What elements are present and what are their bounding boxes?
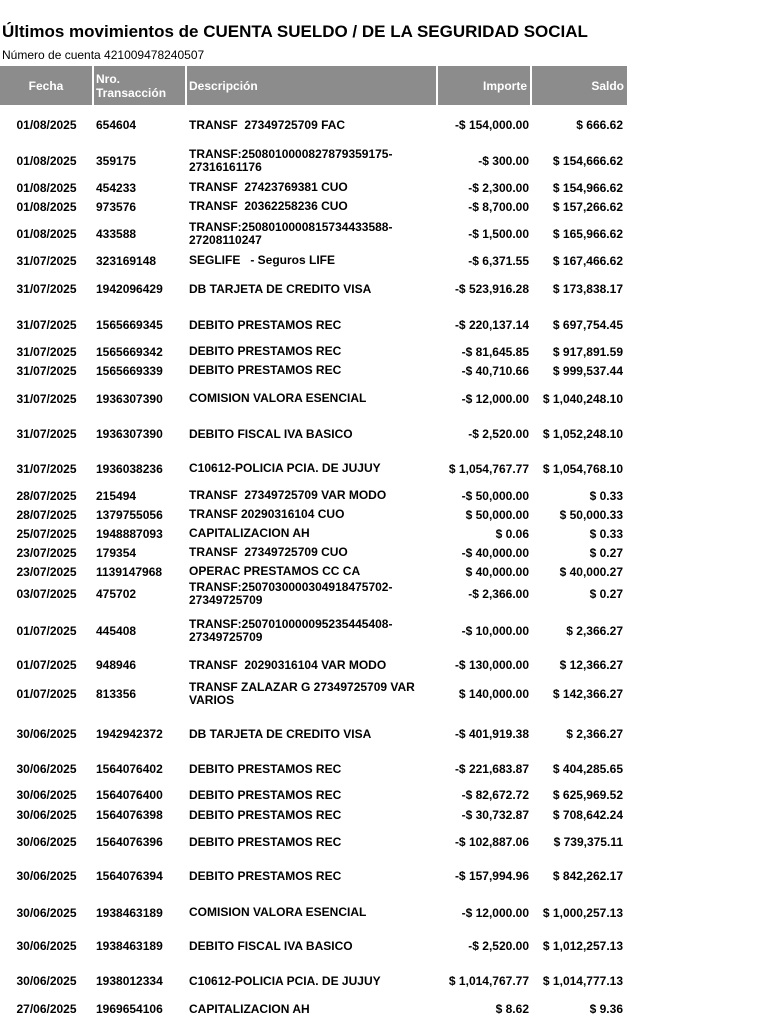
header-nro-label: Nro. (96, 71, 120, 86)
cell-descripcion (189, 931, 439, 961)
descripcion-line: DEBITO PRESTAMOS REC (189, 807, 342, 822)
cell-descripcion (189, 606, 439, 656)
cell-fecha: 27/06/2025 (16, 1002, 77, 1016)
cell-descripcion (189, 361, 439, 380)
table-row (0, 342, 640, 361)
table-row (0, 674, 640, 714)
cell-saldo: $ 625,969.52 (552, 788, 623, 802)
descripcion-line: TRANSF 27349725709 VAR MODO (189, 488, 387, 502)
table-row (0, 714, 640, 754)
cell-importe: -$ 1,500.00 (468, 226, 529, 241)
cell-saldo: $ 154,666.62 (552, 153, 623, 168)
cell-saldo: $ 1,054,768.10 (542, 461, 623, 476)
descripcion-line: TRANSF 20362258236 CUO (189, 199, 348, 213)
cell-descripcion (189, 417, 439, 451)
cell-fecha: 31/07/2025 (16, 318, 77, 332)
cell-importe: -$ 12,000.00 (461, 391, 529, 406)
cell-saldo: $ 1,014,777.13 (542, 974, 623, 988)
cell-nro-transaccion: 1564076400 (96, 788, 163, 802)
descripcion-line: DEBITO PRESTAMOS REC (189, 363, 342, 377)
table-row (0, 961, 640, 1001)
cell-saldo: $ 999,537.44 (552, 363, 623, 378)
cell-nro-transaccion: 1938012334 (96, 974, 163, 988)
cell-descripcion (189, 486, 439, 505)
cell-fecha: 23/07/2025 (16, 564, 77, 579)
cell-fecha: 30/06/2025 (16, 905, 77, 920)
table-row (0, 143, 640, 178)
cell-nro-transaccion: 1564076398 (96, 808, 163, 822)
descripcion-line: 27208110247 (189, 232, 262, 247)
table-row (0, 380, 640, 417)
cell-importe: -$ 401,919.38 (454, 727, 529, 741)
descripcion-line: TRANSF:2508010000827879359175- (189, 146, 393, 161)
table-row (0, 361, 640, 380)
cell-nro-transaccion: 813356 (96, 687, 137, 701)
header-descripcion (187, 66, 438, 105)
table-row (0, 931, 640, 961)
cell-descripcion (189, 961, 439, 1001)
cell-fecha: 01/07/2025 (16, 658, 77, 672)
cell-nro-transaccion: 1938463189 (96, 905, 163, 920)
cell-fecha: 30/06/2025 (16, 762, 77, 776)
table-row (0, 754, 640, 784)
cell-descripcion (189, 543, 439, 562)
cell-descripcion (189, 308, 439, 342)
cell-saldo: $ 1,000,257.13 (542, 905, 623, 920)
cell-saldo: $ 1,040,248.10 (542, 391, 623, 406)
cell-fecha: 30/06/2025 (16, 974, 77, 988)
descripcion-line: TRANSF:2507010000095235445408- (189, 617, 393, 631)
table-row (0, 270, 640, 308)
cell-nro-transaccion: 359175 (96, 153, 137, 168)
table-row (0, 178, 640, 197)
header-importe-label: Importe (482, 78, 527, 93)
cell-saldo: $ 2,366.27 (566, 727, 623, 741)
descripcion-line: C10612-POLICIA PCIA. DE JUJUY (189, 973, 381, 988)
cell-fecha: 30/06/2025 (16, 835, 77, 849)
cell-descripcion (189, 251, 439, 270)
table-row (0, 784, 640, 806)
cell-descripcion (189, 562, 439, 581)
cell-importe: -$ 157,994.96 (454, 869, 529, 883)
descripcion-line: DB TARJETA DE CREDITO VISA (189, 281, 372, 296)
cell-importe: -$ 2,366.00 (468, 586, 529, 601)
cell-descripcion (189, 178, 439, 197)
table-row (0, 656, 640, 674)
cell-saldo: $ 2,366.27 (566, 624, 623, 638)
cell-saldo: $ 0.33 (589, 488, 623, 503)
account-number: Número de cuenta 421009478240507 (2, 48, 205, 62)
table-row (0, 451, 640, 486)
table-row (0, 821, 640, 863)
cell-saldo: $ 167,466.62 (552, 253, 623, 268)
cell-importe: -$ 6,371.55 (468, 253, 529, 268)
descripcion-line: TRANSF 27423769381 CUO (189, 180, 348, 194)
table-row (0, 543, 640, 562)
cell-saldo: $ 157,266.62 (552, 199, 623, 214)
cell-nro-transaccion: 433588 (96, 226, 137, 241)
cell-descripcion (189, 342, 439, 361)
cell-saldo: $ 739,375.11 (553, 835, 623, 849)
descripcion-line: TRANSF 27349725709 FAC (189, 117, 346, 132)
cell-importe: -$ 2,520.00 (468, 427, 529, 441)
cell-importe: -$ 82,672.72 (461, 788, 529, 802)
cell-nro-transaccion: 948946 (96, 658, 137, 672)
table-row (0, 891, 640, 934)
table-row (0, 861, 640, 891)
cell-fecha: 28/07/2025 (16, 507, 77, 522)
cell-descripcion (189, 505, 439, 524)
cell-descripcion (189, 891, 439, 934)
cell-fecha: 31/07/2025 (16, 344, 77, 359)
cell-nro-transaccion: 215494 (96, 488, 137, 503)
header-transaccion-label: Transacción (96, 85, 167, 100)
cell-importe: -$ 2,300.00 (468, 180, 529, 195)
cell-fecha: 28/07/2025 (16, 488, 77, 503)
cell-fecha: 03/07/2025 (16, 586, 77, 601)
cell-descripcion (189, 581, 439, 606)
cell-fecha: 30/06/2025 (16, 788, 77, 802)
cell-fecha: 01/07/2025 (16, 687, 77, 701)
cell-importe: -$ 221,683.87 (454, 762, 529, 776)
cell-nro-transaccion: 1936038236 (96, 461, 163, 476)
cell-importe: -$ 2,520.00 (468, 939, 529, 953)
descripcion-line: OPERAC PRESTAMOS CC CA (189, 564, 361, 578)
descripcion-line: TRANSF ZALAZAR G 27349725709 VAR (189, 680, 415, 694)
cell-nro-transaccion: 1565669339 (96, 363, 163, 378)
cell-descripcion (189, 754, 439, 784)
cell-importe: -$ 12,000.00 (461, 905, 529, 920)
cell-saldo: $ 0.27 (589, 545, 623, 560)
cell-nro-transaccion: 454233 (96, 180, 137, 195)
cell-fecha: 31/07/2025 (16, 363, 77, 378)
cell-importe: $ 1,054,767.77 (448, 461, 529, 476)
cell-fecha: 31/07/2025 (16, 282, 77, 296)
cell-saldo: $ 0.27 (589, 586, 623, 601)
descripcion-line: 27349725709 (189, 592, 263, 607)
cell-importe: -$ 102,887.06 (454, 835, 529, 849)
table-row (0, 505, 640, 524)
cell-fecha: 31/07/2025 (16, 427, 77, 441)
cell-descripcion (189, 451, 439, 486)
table-row (0, 197, 640, 216)
header-fecha (0, 66, 94, 105)
descripcion-line: CAPITALIZACION AH (189, 1001, 310, 1016)
cell-nro-transaccion: 654604 (96, 118, 137, 132)
cell-descripcion (189, 861, 439, 891)
cell-saldo: $ 842,262.17 (552, 869, 623, 883)
cell-importe: -$ 130,000.00 (454, 658, 529, 672)
cell-fecha: 23/07/2025 (16, 545, 77, 560)
cell-saldo: $ 142,366.27 (552, 687, 623, 701)
descripcion-line: DEBITO PRESTAMOS REC (189, 787, 342, 802)
cell-fecha: 01/08/2025 (16, 180, 77, 195)
cell-importe: $ 140,000.00 (458, 687, 529, 701)
cell-fecha: 01/08/2025 (16, 118, 77, 132)
header-descripcion-label: Descripción (189, 78, 258, 93)
cell-nro-transaccion: 1565669342 (96, 344, 163, 359)
cell-importe: -$ 10,000.00 (461, 624, 529, 638)
cell-saldo: $ 666.62 (576, 118, 623, 132)
table-row (0, 251, 640, 270)
cell-saldo: $ 0.33 (589, 526, 623, 541)
descripcion-line: DEBITO FISCAL IVA BASICO (189, 938, 353, 953)
table-header (0, 66, 627, 105)
cell-importe: $ 40,000.00 (465, 564, 529, 579)
cell-saldo: $ 697,754.45 (552, 318, 623, 332)
descripcion-line: DEBITO PRESTAMOS REC (189, 344, 342, 358)
descripcion-line: DEBITO PRESTAMOS REC (189, 834, 342, 849)
cell-importe: -$ 8,700.00 (468, 199, 529, 214)
descripcion-line: TRANSF 20290316104 VAR MODO (189, 657, 387, 672)
descripcion-line: DEBITO PRESTAMOS REC (189, 317, 342, 332)
cell-nro-transaccion: 1942942372 (96, 727, 163, 741)
cell-descripcion (189, 674, 439, 714)
cell-saldo: $ 1,052,248.10 (542, 427, 623, 441)
cell-descripcion (189, 784, 439, 806)
cell-fecha: 31/07/2025 (16, 461, 77, 476)
cell-saldo: $ 708,642.24 (552, 808, 623, 822)
cell-nro-transaccion: 1936307390 (96, 427, 163, 441)
table-row (0, 308, 640, 342)
cell-descripcion (189, 380, 439, 417)
cell-fecha: 25/07/2025 (16, 526, 77, 541)
cell-fecha: 01/08/2025 (16, 226, 77, 241)
cell-nro-transaccion: 1969654106 (96, 1002, 163, 1016)
table-row (0, 999, 640, 1019)
cell-saldo: $ 50,000.33 (559, 507, 623, 522)
cell-descripcion (189, 999, 439, 1019)
descripcion-line: TRANSF 20290316104 CUO (189, 507, 345, 521)
table-row (0, 110, 640, 140)
cell-importe: -$ 220,137.14 (454, 318, 529, 332)
descripcion-line: COMISION VALORA ESENCIAL (189, 905, 367, 919)
cell-nro-transaccion: 1938463189 (96, 939, 163, 953)
cell-saldo: $ 173,838.17 (552, 282, 623, 296)
table-row (0, 581, 640, 606)
cell-importe: $ 8.62 (495, 1002, 529, 1016)
table-row (0, 562, 640, 581)
descripcion-line: CAPITALIZACION AH (189, 526, 310, 540)
cell-fecha: 30/06/2025 (16, 939, 77, 953)
descripcion-line: 27349725709 (189, 630, 263, 644)
table-row (0, 417, 640, 451)
cell-descripcion (189, 216, 439, 251)
cell-importe: -$ 154,000.00 (454, 118, 529, 132)
cell-saldo: $ 1,012,257.13 (542, 939, 623, 953)
cell-descripcion (189, 821, 439, 863)
header-fecha-label: Fecha (28, 78, 64, 93)
cell-descripcion (189, 270, 439, 308)
table-row (0, 606, 640, 656)
cell-nro-transaccion: 1139147968 (96, 564, 163, 579)
cell-nro-transaccion: 475702 (96, 586, 137, 601)
cell-importe: -$ 40,000.00 (461, 545, 529, 560)
cell-nro-transaccion: 1936307390 (96, 391, 163, 406)
cell-saldo: $ 40,000.27 (559, 564, 623, 579)
cell-nro-transaccion: 323169148 (96, 253, 157, 268)
descripcion-line: COMISION VALORA ESENCIAL (189, 391, 367, 405)
descripcion-line: DEBITO FISCAL IVA BASICO (189, 426, 353, 441)
cell-descripcion (189, 143, 439, 178)
header-saldo-label: Saldo (591, 78, 624, 93)
cell-descripcion (189, 524, 439, 543)
cell-fecha: 01/08/2025 (16, 153, 77, 168)
cell-saldo: $ 12,366.27 (559, 658, 623, 672)
cell-fecha: 01/07/2025 (16, 624, 77, 638)
cell-nro-transaccion: 1948887093 (96, 526, 163, 541)
table-row (0, 524, 640, 543)
cell-descripcion (189, 714, 439, 754)
cell-importe: -$ 300.00 (478, 153, 529, 168)
cell-fecha: 01/08/2025 (16, 199, 77, 214)
descripcion-line: DB TARJETA DE CREDITO VISA (189, 726, 372, 741)
cell-importe: $ 1,014,767.77 (448, 974, 529, 988)
cell-saldo: $ 165,966.62 (552, 226, 623, 241)
cell-nro-transaccion: 1564076396 (96, 835, 163, 849)
cell-fecha: 30/06/2025 (16, 808, 77, 822)
descripcion-line: 27316161176 (189, 159, 262, 174)
header-saldo (532, 66, 627, 105)
header-importe (438, 66, 532, 105)
cell-importe: -$ 523,916.28 (454, 282, 529, 296)
table-row (0, 486, 640, 505)
cell-nro-transaccion: 1564076402 (96, 762, 163, 776)
cell-descripcion (189, 110, 439, 140)
table-row (0, 216, 640, 251)
cell-importe: -$ 50,000.00 (461, 488, 529, 503)
cell-nro-transaccion: 1942096429 (96, 282, 163, 296)
cell-fecha: 31/07/2025 (16, 253, 77, 268)
descripcion-line: VARIOS (189, 693, 235, 707)
cell-nro-transaccion: 1379755056 (96, 507, 163, 522)
cell-importe: $ 0.06 (495, 526, 529, 541)
page-title: Últimos movimientos de CUENTA SUELDO / DE LA SEGURIDAD SOCIAL (2, 22, 588, 41)
descripcion-line: TRANSF 27349725709 CUO (189, 545, 348, 559)
cell-importe: -$ 81,645.85 (461, 344, 529, 359)
cell-nro-transaccion: 179354 (96, 545, 137, 560)
cell-saldo: $ 404,285.65 (552, 762, 623, 776)
cell-descripcion (189, 656, 439, 674)
cell-nro-transaccion: 1564076394 (96, 869, 163, 883)
cell-importe: $ 50,000.00 (465, 507, 529, 522)
cell-importe: -$ 30,732.87 (461, 808, 529, 822)
descripcion-line: DEBITO PRESTAMOS REC (189, 761, 342, 776)
cell-saldo: $ 917,891.59 (552, 344, 623, 359)
descripcion-line: TRANSF:2508010000815734433588- (189, 219, 393, 234)
descripcion-line: SEGLIFE - Seguros LIFE (189, 253, 336, 267)
descripcion-line: C10612-POLICIA PCIA. DE JUJUY (189, 461, 381, 475)
cell-nro-transaccion: 973576 (96, 199, 137, 214)
descripcion-line: TRANSF:2507030000304918475702- (189, 579, 393, 594)
cell-nro-transaccion: 1565669345 (96, 318, 163, 332)
cell-nro-transaccion: 445408 (96, 624, 137, 638)
descripcion-line: DEBITO PRESTAMOS REC (189, 868, 342, 883)
cell-importe: -$ 40,710.66 (461, 363, 529, 378)
cell-saldo: $ 9.36 (589, 1002, 623, 1016)
cell-descripcion (189, 197, 439, 216)
cell-fecha: 31/07/2025 (16, 391, 77, 406)
cell-fecha: 30/06/2025 (16, 869, 77, 883)
cell-saldo: $ 154,966.62 (552, 180, 623, 195)
header-nro-transaccion (94, 66, 187, 105)
cell-fecha: 30/06/2025 (16, 727, 77, 741)
